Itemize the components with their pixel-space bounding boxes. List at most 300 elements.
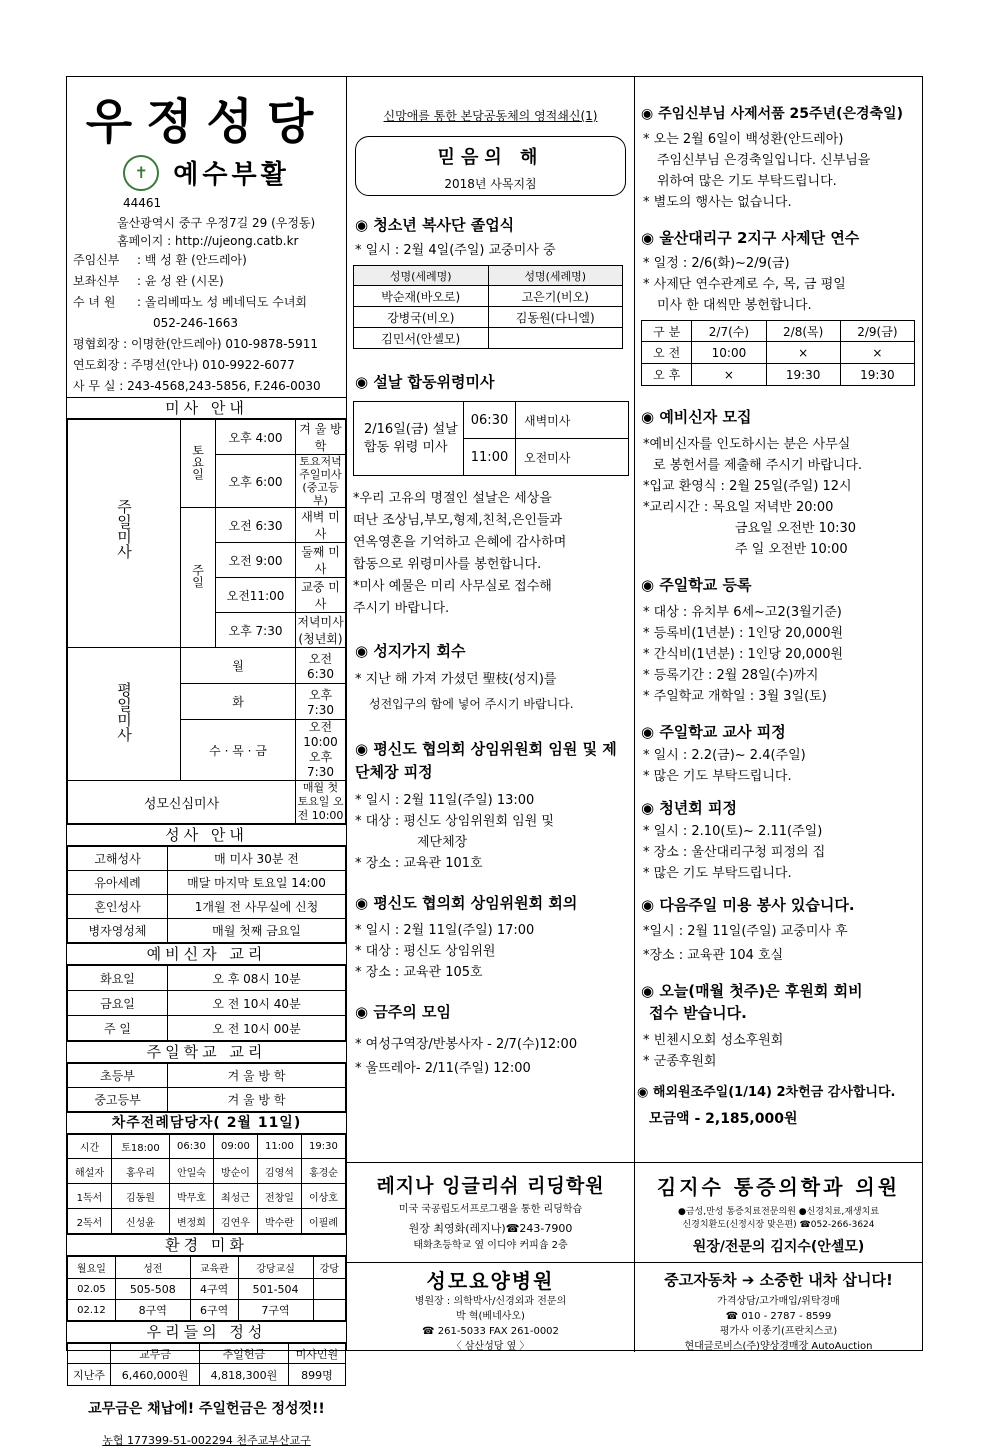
catechumen-value: 오 전 10시 40분 bbox=[168, 991, 346, 1016]
school-key: 중고등부 bbox=[68, 1088, 168, 1112]
server-cell: 김민서(안셀모) bbox=[354, 328, 489, 349]
mass-name: 새벽 미사 bbox=[296, 508, 346, 543]
bank-account: 농협 177399-51-002294 천주교부산교구 bbox=[102, 1434, 311, 1447]
bullet-icon: ◉ bbox=[641, 229, 660, 247]
mass-name: 저녁미사(청년회) bbox=[296, 613, 346, 648]
a4-line-text: 등록비(1년분) : 1인당 20,000원 bbox=[653, 626, 844, 641]
a8-heading bbox=[641, 980, 922, 1002]
president-line: 평협회장 : 이명한(안드레아) 010-9878-5911 bbox=[73, 337, 319, 351]
a4-line: * 간식비(1년분) : 1인당 20,000원 bbox=[643, 647, 844, 662]
s4-line: * 대상 : 평신도 상임위원회 임원 및 bbox=[355, 814, 554, 829]
a1-heading bbox=[641, 103, 922, 125]
ad3-line: 박 혁(베네사오) bbox=[456, 1311, 525, 1322]
ad-reading-academy bbox=[347, 1162, 635, 1262]
s4-line-text: 일시 : 2월 11일(주일) 13:00 bbox=[365, 793, 535, 808]
a2-heading bbox=[641, 227, 922, 249]
duty-cell: 안일숙 bbox=[169, 1159, 213, 1184]
s4-line-text: 장소 : 교육관 101호 bbox=[365, 856, 483, 871]
a1-line: * 오는 2월 6일이 백성환(안드레아) bbox=[643, 132, 844, 147]
a1-line: 위하여 많은 기도 부탁드립니다. bbox=[657, 174, 837, 189]
ad3-line: ☎ 261-5033 FAX 261-0002 bbox=[422, 1326, 559, 1337]
duty-cell: 홍우리 bbox=[112, 1159, 170, 1184]
a4-line: * 등록기간 : 2월 28일(수)까지 bbox=[643, 668, 819, 683]
s6-line: * 여성구역장/반봉사자 - 2/7(수)12:00 bbox=[355, 1037, 578, 1052]
info-key: 주임신부 bbox=[73, 253, 120, 267]
clean-section-title: 환경 미화 bbox=[67, 1234, 346, 1256]
school-value: 겨 울 방 학 bbox=[168, 1064, 346, 1088]
a7-heading bbox=[641, 894, 922, 916]
s4-title: 평신도 협의회 상임위원회 임원 및 제단체장 피정 bbox=[355, 740, 617, 781]
a8-line: * 빈첸시오회 성소후원회 bbox=[643, 1033, 784, 1048]
sunday-label-text: 주일 bbox=[190, 564, 205, 588]
sacrament-value: 매월 첫째 금요일 bbox=[168, 919, 346, 943]
duty-cell: 박수란 bbox=[257, 1209, 301, 1234]
memorial-mass: 새벽미사 bbox=[516, 402, 629, 439]
retreat-cell: 19:30 bbox=[766, 364, 840, 386]
saturday-label-text: 토요일 bbox=[190, 444, 205, 480]
memorial-time: 06:30 bbox=[464, 402, 516, 439]
clean-cell: 501-504 bbox=[238, 1279, 313, 1300]
mass-name: 둘째 미사 bbox=[296, 543, 346, 578]
bullet-icon: ◉ bbox=[641, 106, 659, 122]
s2-line: *미사 예물은 미리 사무실로 접수해 bbox=[353, 579, 552, 594]
year-box bbox=[355, 136, 626, 196]
a6-title: 청년회 피정 bbox=[659, 799, 737, 817]
s6-line: * 울뜨레아- 2/11(주일) 12:00 bbox=[355, 1061, 531, 1076]
a7-line: *장소 : 교육관 104 호실 bbox=[643, 948, 784, 963]
sacrament-value: 매달 마지막 토요일 14:00 bbox=[168, 871, 346, 895]
a6-heading bbox=[641, 797, 922, 819]
a1-line-text: 오는 2월 6일이 백성환(안드레아) bbox=[653, 132, 844, 147]
s2-line-text: 우리 고유의 명절인 설날은 세상을 bbox=[359, 491, 552, 506]
offering-cell: 4,818,300원 bbox=[200, 1364, 289, 1386]
clean-cell bbox=[313, 1279, 345, 1300]
ad4-title: 중고자동차 ➔ 소중한 내차 삽니다! bbox=[664, 1271, 893, 1289]
a9-title: 해외원조주일(1/14) 2차헌금 감사합니다. bbox=[652, 1085, 896, 1100]
s2-line: 떠난 조상님,부모,형제,친척,은인들과 bbox=[353, 513, 563, 528]
sacrament-table bbox=[67, 846, 346, 943]
s5-line-text: 대상 : 평신도 상임위원 bbox=[365, 944, 496, 959]
s6-heading bbox=[355, 1001, 634, 1023]
catechumen-key: 화요일 bbox=[68, 966, 168, 991]
offering-head: 주일헌금 bbox=[200, 1344, 289, 1364]
server-cell: 강병국(비오) bbox=[354, 307, 489, 328]
duty-cell: 신성윤 bbox=[112, 1209, 170, 1234]
a4-line-text: 대상 : 유치부 6세~고2(3월기준) bbox=[653, 605, 842, 620]
a3-line: 로 봉헌서를 제출해 주시기 바랍니다. bbox=[653, 458, 863, 473]
duty-cell: 2독서 bbox=[68, 1209, 112, 1234]
a6-text bbox=[635, 821, 922, 884]
ad2-title: 김지수 통증의학과 의원 bbox=[656, 1175, 901, 1199]
s2-heading bbox=[355, 371, 634, 393]
duty-cell: 해설자 bbox=[68, 1159, 112, 1184]
a4-line-text: 주일학교 개학일 : 3월 3일(토) bbox=[653, 689, 827, 704]
a7-line-text: 일시 : 2월 11일(주일) 교중미사 후 bbox=[649, 924, 848, 939]
a6-line: * 많은 기도 부탁드립니다. bbox=[643, 866, 792, 881]
sacrament-value: 매 미사 30분 전 bbox=[168, 847, 346, 871]
weekday-day: 월 bbox=[181, 648, 296, 684]
parish-title: 우정성당 bbox=[85, 94, 328, 150]
weekday-time: 오전 10:00 오후 7:30 bbox=[296, 720, 346, 781]
duty-cell: 전창일 bbox=[257, 1184, 301, 1209]
ad-used-car bbox=[635, 1262, 922, 1352]
s5-line: * 대상 : 평신도 상임위원 bbox=[355, 944, 496, 959]
school-key: 초등부 bbox=[68, 1064, 168, 1088]
clean-table bbox=[67, 1256, 346, 1321]
a7-title: 다음주일 미용 봉사 있습니다. bbox=[659, 896, 855, 914]
a1-line: * 별도의 행사는 없습니다. bbox=[643, 195, 792, 210]
s1-heading bbox=[355, 214, 634, 236]
a6-line: * 일시 : 2.10(토)~ 2.11(주일) bbox=[643, 824, 823, 839]
duty-head: 06:30 bbox=[169, 1135, 213, 1159]
mass-time: 오전 9:00 bbox=[216, 543, 296, 578]
a5-heading bbox=[641, 721, 922, 743]
duty-head: 09:00 bbox=[213, 1135, 257, 1159]
server-cell bbox=[488, 328, 623, 349]
mass-time: 오후 6:00 bbox=[216, 455, 296, 508]
ad1-line: 미국 국공립도서프로그램을 통한 리딩학습 bbox=[398, 1204, 583, 1215]
s6-title: 금주의 모임 bbox=[373, 1003, 451, 1021]
info-row bbox=[73, 250, 346, 271]
s6-line-text: 울뜨레아- 2/11(주일) 12:00 bbox=[365, 1061, 531, 1076]
sacrament-key: 병자영성체 bbox=[68, 919, 168, 943]
duty-cell: 박무호 bbox=[169, 1184, 213, 1209]
ad3-title: 성모요양병원 bbox=[426, 1269, 555, 1293]
youth-line: 연도회장 : 주명선(안나) 010-9922-6077 bbox=[73, 358, 295, 372]
postcode: 44461 bbox=[123, 196, 162, 210]
s5-line: * 장소 : 교육관 105호 bbox=[355, 965, 483, 980]
a8-heading-2: 접수 받습니다. bbox=[649, 1004, 747, 1022]
sunday-mass-label-text: 주일미사 bbox=[115, 499, 133, 559]
bullet-icon: ◉ bbox=[355, 1003, 374, 1021]
a3-title: 예비신자 모집 bbox=[659, 408, 752, 426]
s3-title: 성지가지 회수 bbox=[373, 642, 466, 660]
s2-line: *우리 고유의 명절인 설날은 세상을 bbox=[353, 491, 552, 506]
ad1-line: 원장 최영화(레지나)☎243-7900 bbox=[408, 1222, 573, 1235]
office-line: 사 무 실 : 243-4568,243-5856, F.246-0030 bbox=[73, 379, 321, 393]
duty-cell: 변정희 bbox=[169, 1209, 213, 1234]
a6-line: * 장소 : 울산대리구청 피정의 집 bbox=[643, 845, 826, 860]
s1-title: 청소년 복사단 졸업식 bbox=[373, 216, 515, 234]
server-cell: 박순재(바오로) bbox=[354, 286, 489, 307]
duty-cell: 1독서 bbox=[68, 1184, 112, 1209]
s5-text bbox=[347, 920, 634, 983]
school-value: 겨 울 방 학 bbox=[168, 1088, 346, 1112]
s3-text bbox=[347, 668, 634, 716]
info-row bbox=[73, 292, 346, 313]
a3-line-text: 교리시간 : 목요일 저녁반 20:00 bbox=[649, 500, 834, 515]
s2-line: 합동으로 위령미사를 봉헌합니다. bbox=[353, 557, 542, 572]
retreat-cell: 오 후 bbox=[642, 364, 692, 386]
s2-text bbox=[347, 488, 634, 620]
catechumen-value: 오 전 10시 00분 bbox=[168, 1016, 346, 1041]
bullet-icon: ◉ bbox=[641, 723, 660, 741]
a4-line: * 주일학교 개학일 : 3월 3일(토) bbox=[643, 689, 827, 704]
saturday-label bbox=[181, 420, 216, 508]
offering-cell: 6,460,000원 bbox=[111, 1364, 200, 1386]
ad3-line: 〈 삼산성당 옆 〉 bbox=[451, 1341, 530, 1352]
sacrament-key: 유아세례 bbox=[68, 871, 168, 895]
s3-line-text: 지난 해 가져 가셨던 聖枝(성지)를 bbox=[365, 672, 557, 687]
weekday-mass-label bbox=[68, 648, 181, 781]
a7-text bbox=[635, 920, 922, 968]
retreat-cell: × bbox=[840, 342, 914, 364]
year-title: 믿음의 해 bbox=[437, 147, 544, 168]
s1-line: * 일시 : 2월 4일(주일) 교중미사 중 bbox=[355, 243, 556, 258]
year-subtitle: 2018년 사목지침 bbox=[444, 177, 537, 191]
ad2-line: ●금성,만성 통증치료전문의원 ●신경치료,재생치료 bbox=[677, 1207, 880, 1217]
ad2-line: 신경치환도(신정시장 맞은편) ☎052-266-3624 bbox=[682, 1220, 875, 1230]
retreat-head: 2/9(금) bbox=[840, 321, 914, 342]
a4-text bbox=[635, 602, 922, 707]
sacrament-key: 혼인성사 bbox=[68, 895, 168, 919]
retreat-head: 구 분 bbox=[642, 321, 692, 342]
bullet-icon: ◉ bbox=[641, 896, 660, 914]
a3-heading bbox=[641, 406, 922, 428]
a3-line: 주 일 오전반 10:00 bbox=[735, 542, 848, 557]
a2-line-text: 사제단 연수관계로 수, 목, 금 평일 bbox=[653, 277, 846, 292]
homepage-line bbox=[73, 232, 346, 250]
catechumen-key: 금요일 bbox=[68, 991, 168, 1016]
memorial-mass: 오전미사 bbox=[516, 439, 629, 476]
a3-text bbox=[635, 434, 922, 560]
memorial-table bbox=[353, 401, 629, 476]
homepage-link[interactable]: http://ujeong.catb.kr bbox=[175, 234, 299, 248]
clean-cell: 02.12 bbox=[68, 1300, 116, 1321]
duty-head: 시간 bbox=[68, 1135, 112, 1159]
retreat-cell: × bbox=[766, 342, 840, 364]
s4-heading bbox=[355, 738, 634, 784]
server-head: 성명(세례명) bbox=[488, 266, 623, 286]
s4-text bbox=[347, 790, 634, 874]
offering-table bbox=[67, 1343, 346, 1386]
sacrament-section-title: 성사 안내 bbox=[67, 824, 346, 846]
mass-section-title: 미사 안내 bbox=[67, 397, 346, 419]
ad-nursing-hospital bbox=[347, 1262, 635, 1352]
a5-line-text: 일시 : 2.2(금)~ 2.4(주일) bbox=[653, 748, 806, 763]
duty-head: 19:30 bbox=[301, 1135, 345, 1159]
sunday-school-table bbox=[67, 1063, 346, 1112]
s5-line: * 일시 : 2월 11일(주일) 17:00 bbox=[355, 923, 535, 938]
server-cell: 김동원(다니엘) bbox=[488, 307, 623, 328]
duty-cell: 김영석 bbox=[257, 1159, 301, 1184]
a9-amount: 모금액 - 2,185,000원 bbox=[649, 1111, 798, 1127]
clean-head: 강당교실 bbox=[238, 1257, 313, 1279]
a1-title: 주임신부님 사제서품 25주년(은경축일) bbox=[658, 106, 903, 122]
retreat-cell: × bbox=[692, 364, 766, 386]
a7-line: *일시 : 2월 11일(주일) 교중미사 후 bbox=[643, 924, 848, 939]
mass-table bbox=[67, 419, 346, 824]
info-row bbox=[73, 271, 346, 292]
duty-cell: 김동원 bbox=[112, 1184, 170, 1209]
sunday-mass-label bbox=[68, 420, 181, 648]
right-column bbox=[635, 77, 922, 1350]
a8-text bbox=[635, 1030, 922, 1072]
duty-cell: 방순이 bbox=[213, 1159, 257, 1184]
sunday-school-section-title: 주일학교 교리 bbox=[67, 1041, 346, 1063]
memorial-time: 11:00 bbox=[464, 439, 516, 476]
clean-cell bbox=[313, 1300, 345, 1321]
clean-cell: 6구역 bbox=[190, 1300, 238, 1321]
retreat-head: 2/7(수) bbox=[692, 321, 766, 342]
s5-heading bbox=[355, 892, 634, 914]
left-column bbox=[67, 77, 347, 1447]
duty-cell: 김연우 bbox=[213, 1209, 257, 1234]
server-table bbox=[353, 265, 623, 349]
retreat-table bbox=[641, 320, 915, 386]
clean-cell: 4구역 bbox=[190, 1279, 238, 1300]
s4-line-text: 대상 : 평신도 상임위원회 임원 및 bbox=[365, 814, 554, 829]
ad1-line: 태화초등학교 옆 이디야 커피숍 2층 bbox=[413, 1240, 568, 1251]
a3-line-text: 예비신자를 인도하시는 분은 사무실 bbox=[649, 437, 851, 452]
s5-line-text: 일시 : 2월 11일(주일) 17:00 bbox=[365, 923, 535, 938]
weekday-mass-label-text: 평일미사 bbox=[115, 682, 133, 742]
duty-head: 11:00 bbox=[257, 1135, 301, 1159]
a8-title: 오늘(매월 첫주)은 후원회 회비 bbox=[659, 982, 863, 1000]
a5-line: * 많은 기도 부탁드립니다. bbox=[643, 769, 792, 784]
mass-name: 토요저녁주일미사 (중고등부) bbox=[296, 455, 346, 508]
a1-line-text: 별도의 행사는 없습니다. bbox=[653, 195, 792, 210]
clean-head: 교육관 bbox=[190, 1257, 238, 1279]
sacrament-key: 고해성사 bbox=[68, 847, 168, 871]
parish-subtitle: 예수부활 bbox=[173, 160, 290, 190]
s4-line: * 장소 : 교육관 101호 bbox=[355, 856, 483, 871]
bullet-icon: ◉ bbox=[641, 576, 660, 594]
ad4-line: 평가사 이종기(프란치스코) bbox=[719, 1326, 838, 1337]
a2-title: 울산대리구 2지구 사제단 연수 bbox=[659, 229, 860, 247]
info-value: : 올리베따노 성 베네딕도 수녀회 bbox=[137, 295, 307, 309]
retreat-cell: 19:30 bbox=[840, 364, 914, 386]
catechumen-key: 주 일 bbox=[68, 1016, 168, 1041]
a4-title: 주일학교 등록 bbox=[659, 576, 752, 594]
mass-time: 오전 6:30 bbox=[216, 508, 296, 543]
s2-line-text: 미사 예물은 미리 사무실로 접수해 bbox=[359, 579, 552, 594]
bullet-icon: ◉ bbox=[355, 216, 374, 234]
a4-line-text: 간식비(1년분) : 1인당 20,000원 bbox=[653, 647, 844, 662]
a5-title: 주일학교 교사 피정 bbox=[659, 723, 786, 741]
a2-text bbox=[635, 253, 922, 316]
ad4-line: 현대글로비스(주)양상경매장 AutoAuction bbox=[684, 1341, 873, 1352]
retreat-cell: 10:00 bbox=[692, 342, 766, 364]
a4-heading bbox=[641, 574, 922, 596]
mass-name: 겨 울 방 학 bbox=[296, 420, 346, 455]
info-key: 보좌신부 bbox=[73, 274, 120, 288]
memorial-date: 2/16일(금) 설날 합동 위령 미사 bbox=[354, 402, 464, 476]
bullet-icon: ◉ bbox=[355, 373, 374, 391]
weekday-day: 수 · 목 · 금 bbox=[181, 720, 296, 781]
s4-line: 제단체장 bbox=[417, 835, 468, 850]
s6-line-text: 여성구역장/반봉사자 - 2/7(수)12:00 bbox=[365, 1037, 578, 1052]
a5-line-text: 많은 기도 부탁드립니다. bbox=[653, 769, 792, 784]
catechumen-table bbox=[67, 965, 346, 1041]
weekday-time: 오전 6:30 bbox=[296, 648, 346, 684]
s2-line: 주시기 바랍니다. bbox=[353, 601, 450, 616]
mass-time: 오후 4:00 bbox=[216, 420, 296, 455]
a6-line-text: 장소 : 울산대리구청 피정의 집 bbox=[653, 845, 826, 860]
a2-line: * 사제단 연수관계로 수, 목, 금 평일 bbox=[643, 277, 846, 292]
offering-cell: 지난주 bbox=[68, 1364, 111, 1386]
bullet-icon: ◉ bbox=[355, 740, 374, 758]
offering-cell: 899명 bbox=[288, 1364, 345, 1386]
s4-line: * 일시 : 2월 11일(주일) 13:00 bbox=[355, 793, 535, 808]
offering-slogan: 교무금은 채납에! 주일헌금은 정성껏!! bbox=[88, 1401, 325, 1417]
s3-line: * 지난 해 가져 가셨던 聖枝(성지)를 bbox=[355, 672, 557, 687]
retreat-head: 2/8(목) bbox=[766, 321, 840, 342]
homepage-label: 홈페이지 : bbox=[117, 234, 176, 248]
s3-line: 성전입구의 함에 넣어 주시기 바랍니다. bbox=[369, 697, 574, 711]
offering-section-title: 우리들의 정성 bbox=[67, 1321, 346, 1343]
a8-line: * 군종후원회 bbox=[643, 1054, 717, 1069]
a6-line-text: 일시 : 2.10(토)~ 2.11(주일) bbox=[653, 824, 823, 839]
offering-head bbox=[68, 1344, 111, 1364]
retreat-cell: 오 전 bbox=[642, 342, 692, 364]
a9-heading bbox=[637, 1082, 922, 1104]
catechumen-section-title: 예비신자 교리 bbox=[67, 943, 346, 965]
info-key: 수 녀 원 bbox=[73, 295, 116, 309]
ad4-line: 가격상담/고가매입/위탁경매 bbox=[717, 1296, 840, 1307]
s1-line-text: 일시 : 2월 4일(주일) 교중미사 중 bbox=[365, 243, 556, 258]
offering-head: 미사인원 bbox=[288, 1344, 345, 1364]
duty-table bbox=[67, 1134, 346, 1234]
parish-info bbox=[67, 193, 346, 397]
address: 울산광역시 중구 우정7길 29 (우정동) bbox=[117, 216, 316, 230]
a3-line: *입교 환영식 : 2월 25일(주일) 12시 bbox=[643, 479, 852, 494]
ad-pain-clinic bbox=[635, 1162, 922, 1262]
a2-line-text: 일정 : 2/6(화)~2/9(금) bbox=[653, 256, 790, 271]
duty-cell: 최성근 bbox=[213, 1184, 257, 1209]
parish-logo-icon: ✝ bbox=[123, 155, 159, 191]
server-cell: 고은기(비오) bbox=[488, 286, 623, 307]
ad3-line: 병원장 : 의학박사/신경외과 전문의 bbox=[414, 1296, 567, 1307]
s6-text bbox=[347, 1033, 634, 1081]
logo-row bbox=[67, 154, 346, 191]
series-title: 신망애를 통한 본당공동체의 영적쇄신(1) bbox=[383, 109, 598, 123]
bullet-icon: ◉ bbox=[641, 799, 660, 817]
bullet-icon: ◉ bbox=[641, 982, 660, 1000]
a2-line: * 일정 : 2/6(화)~2/9(금) bbox=[643, 256, 790, 271]
bulletin-frame bbox=[66, 76, 923, 1447]
duty-cell: 이필례 bbox=[301, 1209, 345, 1234]
s5-line-text: 장소 : 교육관 105호 bbox=[365, 965, 483, 980]
mass-name: 교중 미사 bbox=[296, 578, 346, 613]
weekday-day: 화 bbox=[181, 684, 296, 720]
ad2-sub: 원장/전문의 김지수(안셀모) bbox=[692, 1239, 865, 1255]
a8-line-text: 빈첸시오회 성소후원회 bbox=[653, 1033, 784, 1048]
server-head: 성명(세례명) bbox=[354, 266, 489, 286]
clean-cell: 8구역 bbox=[115, 1300, 190, 1321]
clean-cell: 505-508 bbox=[115, 1279, 190, 1300]
s5-title: 평신도 협의회 상임위원회 회의 bbox=[373, 894, 578, 912]
clean-head: 월요일 bbox=[68, 1257, 116, 1279]
a7-line-text: 장소 : 교육관 104 호실 bbox=[649, 948, 784, 963]
clean-head: 강당 bbox=[313, 1257, 345, 1279]
a3-line: *예비신자를 인도하시는 분은 사무실 bbox=[643, 437, 851, 452]
info-value: : 백 성 환 (안드레아) bbox=[137, 253, 247, 267]
weekday-time: 오후 7:30 bbox=[296, 684, 346, 720]
duty-head: 토18:00 bbox=[112, 1135, 170, 1159]
ad1-title: 레지나 잉글리쉬 리딩학원 bbox=[376, 1175, 605, 1197]
duty-section-title: 차주전례담당자( 2월 11일) bbox=[67, 1112, 346, 1134]
a1-line: 주임신부님 은경축일입니다. 신부님을 bbox=[657, 153, 871, 168]
mass-time: 오전11:00 bbox=[216, 578, 296, 613]
clean-cell: 7구역 bbox=[238, 1300, 313, 1321]
a3-line: *교리시간 : 목요일 저녁반 20:00 bbox=[643, 500, 834, 515]
info-value: : 윤 성 완 (시몬) bbox=[137, 274, 224, 288]
clean-head: 성전 bbox=[115, 1257, 190, 1279]
bullet-icon: ◉ bbox=[641, 408, 660, 426]
a3-line-text: 입교 환영식 : 2월 25일(주일) 12시 bbox=[649, 479, 852, 494]
catechumen-value: 오 후 08시 10분 bbox=[168, 966, 346, 991]
